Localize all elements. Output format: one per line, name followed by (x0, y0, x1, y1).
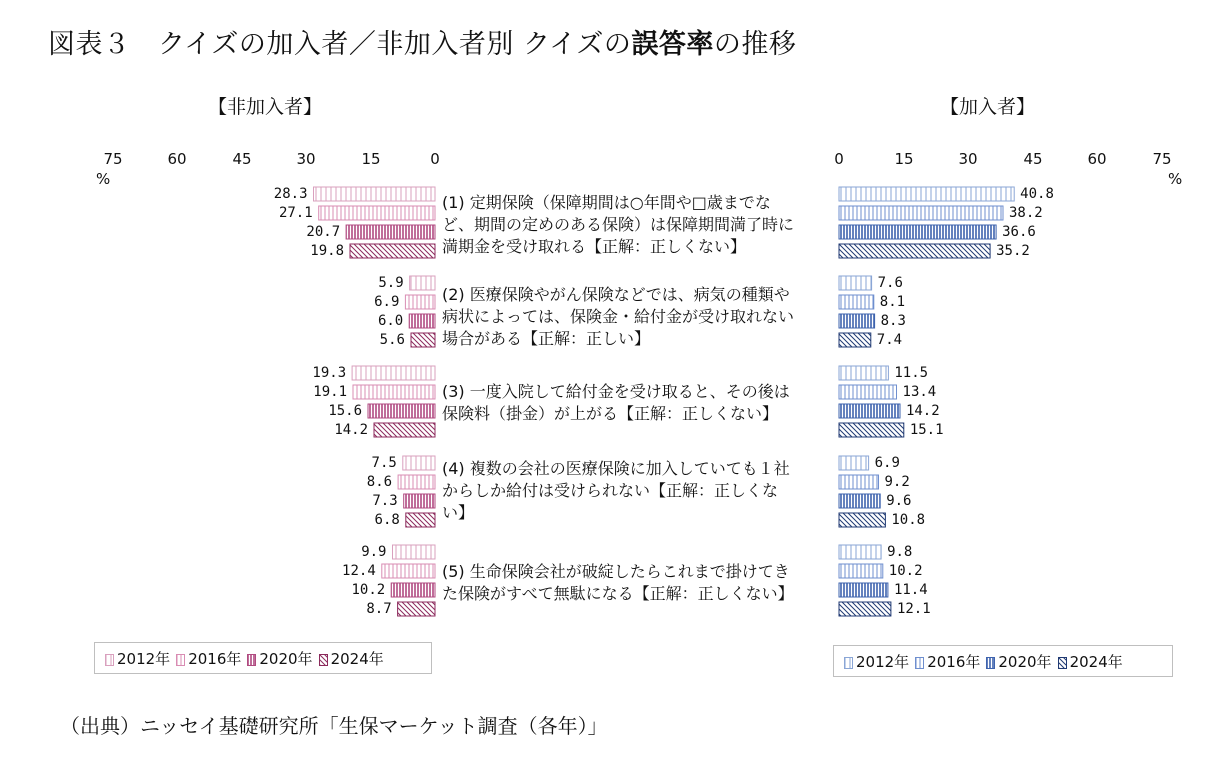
left-value-label-q5-2012: 9.9 (361, 544, 387, 560)
left-legend-swatch-graphic-2016 (176, 654, 185, 666)
left-legend-swatch-2020 (247, 652, 256, 664)
right-bar-q5-2016 (839, 564, 883, 578)
right-bar-q2-2012 (839, 276, 872, 290)
left-bar-q4-2020 (404, 494, 435, 508)
right-legend-label-2012: 2012年 (856, 652, 910, 671)
left-legend-label-2012: 2012年 (117, 649, 171, 668)
right-tick-45: 45 (1023, 150, 1043, 168)
left-legend-swatch-graphic-2024 (319, 654, 328, 666)
left-value-label-q5-2024: 8.7 (366, 601, 392, 617)
question-4-line-1: (4) 複数の会社の医療保険に加入していても１社 (442, 459, 790, 478)
right-value-label-q3-2020: 14.2 (905, 403, 940, 419)
right-legend-item-2012 (844, 651, 909, 672)
left-legend-item-2012 (105, 648, 170, 669)
left-panel-heading: 【非加入者】 (208, 96, 323, 118)
right-value-label-q1-2020: 36.6 (1002, 224, 1036, 240)
left-bar-q3-2012 (352, 366, 435, 380)
left-bar-q5-2020 (391, 583, 435, 597)
left-bar-q4-2024 (406, 513, 435, 527)
question-3-line-2: 保険料（掛金）が上がる【正解：正しくない】 (442, 404, 779, 423)
question-2-line-1: (2) 医療保険やがん保険などでは、病気の種類や (442, 285, 790, 304)
left-legend-item-2016 (176, 648, 241, 669)
right-value-label-q2-2012: 7.6 (877, 275, 903, 291)
question-2-line-2: 病状によっては、保険金・給付金が受け取れない (442, 307, 795, 326)
right-bar-q4-2024 (839, 513, 885, 527)
left-legend (94, 642, 432, 674)
left-legend-item-2024 (319, 648, 384, 669)
question-3-line-1: (3) 一度入院して給付金を受け取ると、その後は (442, 382, 790, 401)
right-value-label-q5-2020: 11.4 (893, 582, 928, 598)
left-bar-q5-2012 (393, 545, 436, 559)
left-tick-15: 15 (361, 150, 381, 168)
right-panel-heading: 【加入者】 (940, 96, 1036, 118)
question-1-line-3: 満期金を受け取れる【正解：正しくない】 (442, 237, 747, 256)
left-bar-q3-2020 (368, 404, 435, 418)
left-legend-swatch-rect-2020 (248, 655, 256, 666)
left-bar-q5-2016 (382, 564, 435, 578)
question-1-line-1: (1) 定期保険（保障期間は○年間や□歳までな (442, 193, 771, 212)
right-value-label-q3-2016: 13.4 (902, 384, 937, 400)
right-bar-q1-2024 (839, 244, 990, 258)
right-legend-swatch-rect-2012 (845, 658, 853, 669)
left-legend-swatch-graphic-2012 (105, 654, 114, 666)
title-emphasis: 誤答率 (631, 29, 714, 60)
left-value-label-q3-2012: 19.3 (312, 365, 347, 381)
left-value-label-q1-2016: 27.1 (278, 205, 313, 221)
left-value-label-q4-2016: 8.6 (366, 474, 393, 490)
right-legend-swatch-2024 (1058, 655, 1067, 667)
left-legend-label-2024: 2024年 (330, 649, 384, 668)
left-bar-q5-2024 (398, 602, 435, 616)
source-note: （出典）ニッセイ基礎研究所「生保マーケット調査（各年）」 (60, 714, 608, 738)
left-bar-q2-2012 (410, 276, 435, 290)
right-legend-swatch-graphic-2020 (986, 657, 995, 669)
left-bar-q3-2024 (374, 423, 435, 437)
left-legend-label-2016: 2016年 (188, 649, 242, 668)
right-legend-swatch-rect-2016 (916, 658, 924, 669)
left-value-label-q2-2024: 5.6 (379, 332, 405, 348)
left-bar-q1-2024 (350, 244, 435, 258)
right-value-label-q4-2012: 6.9 (874, 455, 900, 471)
question-2-line-3: 場合がある【正解：正しい】 (442, 329, 651, 348)
left-legend-label-2020: 2020年 (259, 649, 313, 668)
left-bar-q2-2024 (411, 333, 435, 347)
right-legend-swatch-rect-2020 (987, 658, 995, 669)
left-value-label-q2-2020: 6.0 (377, 313, 404, 329)
right-tick-15: 15 (894, 150, 914, 168)
left-legend-item-2020 (247, 648, 312, 669)
right-value-label-q4-2016: 9.2 (884, 474, 910, 490)
right-bar-q3-2020 (839, 404, 900, 418)
right-legend (833, 645, 1173, 677)
left-tick-0: 0 (430, 150, 440, 168)
right-bar-q2-2016 (839, 295, 874, 309)
right-value-label-q5-2016: 10.2 (888, 563, 923, 579)
right-value-label-q1-2012: 40.8 (1020, 186, 1054, 202)
right-bar-q3-2012 (839, 366, 888, 380)
right-value-label-q4-2024: 10.8 (891, 512, 926, 528)
left-value-label-q5-2020: 10.2 (351, 582, 386, 598)
left-value-label-q4-2020: 7.3 (372, 493, 398, 509)
left-bar-q4-2012 (403, 456, 435, 470)
left-tick-60: 60 (167, 150, 187, 168)
right-bar-q3-2024 (839, 423, 904, 437)
left-tick-75: 75 (103, 150, 123, 168)
left-legend-swatch-2024 (319, 652, 328, 664)
question-4-line-3: い】 (442, 503, 475, 522)
right-value-label-q5-2012: 9.8 (887, 544, 913, 560)
right-bar-q2-2024 (839, 333, 871, 347)
right-value-label-q1-2024: 35.2 (996, 243, 1030, 259)
right-value-label-q3-2012: 11.5 (894, 365, 929, 381)
left-legend-swatch-rect-2012 (106, 655, 114, 666)
left-bar-q4-2016 (398, 475, 435, 489)
right-tick-0: 0 (834, 150, 844, 168)
left-value-label-q1-2012: 28.3 (273, 186, 308, 202)
right-legend-swatch-2020 (986, 655, 995, 667)
right-bar-q4-2020 (839, 494, 880, 508)
question-5-line-2: た保険がすべて無駄になる【正解：正しくない】 (442, 584, 794, 603)
title-prefix: 図表３ クイズの加入者／非加入者別 クイズの (48, 29, 632, 60)
right-value-label-q5-2024: 12.1 (896, 601, 931, 617)
left-bar-q1-2020 (346, 225, 435, 239)
right-legend-label-2020: 2020年 (998, 652, 1052, 671)
right-legend-item-2024 (1058, 651, 1123, 672)
left-bar-q1-2012 (314, 187, 436, 201)
right-bar-q5-2012 (839, 545, 881, 559)
right-value-label-q2-2024: 7.4 (876, 332, 903, 348)
right-value-label-q2-2020: 8.3 (880, 313, 906, 329)
left-value-label-q3-2016: 19.1 (313, 384, 347, 400)
right-legend-swatch-graphic-2016 (915, 657, 924, 669)
left-legend-swatch-2012 (105, 652, 114, 664)
right-legend-swatch-rect-2024 (1058, 658, 1066, 669)
right-legend-swatch-2016 (915, 655, 924, 667)
question-4-line-2: からしか給付は受けられない【正解：正しくな (442, 481, 779, 500)
right-bar-q5-2020 (839, 583, 888, 597)
left-value-label-q2-2012: 5.9 (378, 275, 404, 291)
left-value-label-q3-2020: 15.6 (328, 403, 363, 419)
right-legend-item-2016 (915, 651, 980, 672)
right-bar-q4-2016 (839, 475, 879, 489)
left-value-label-q1-2024: 19.8 (310, 243, 344, 259)
left-bar-q3-2016 (353, 385, 435, 399)
right-bar-q1-2012 (839, 187, 1014, 201)
left-legend-swatch-2016 (176, 652, 185, 664)
left-tick-30: 30 (296, 150, 316, 168)
right-tick-75: 75 (1152, 150, 1172, 168)
left-value-label-q1-2020: 20.7 (306, 224, 341, 240)
left-unit: % (96, 170, 111, 188)
right-bar-q1-2020 (839, 225, 996, 239)
question-1-line-2: ど、期間の定めのある保険）は保障期間満了時に (442, 215, 795, 234)
right-value-label-q2-2016: 8.1 (879, 294, 906, 310)
title-suffix: の推移 (713, 29, 797, 60)
right-legend-swatch-graphic-2012 (844, 657, 853, 669)
left-value-label-q3-2024: 14.2 (334, 422, 369, 438)
right-unit: % (1168, 170, 1183, 188)
right-tick-60: 60 (1087, 150, 1107, 168)
right-tick-30: 30 (958, 150, 978, 168)
left-legend-swatch-rect-2024 (319, 655, 327, 666)
left-value-label-q2-2016: 6.9 (374, 294, 400, 310)
left-bar-q2-2016 (405, 295, 435, 309)
right-bar-q1-2016 (839, 206, 1003, 220)
question-5-line-1: (5) 生命保険会社が破綻したらこれまで掛けてき (442, 562, 790, 581)
left-legend-swatch-rect-2016 (177, 655, 185, 666)
right-legend-label-2024: 2024年 (1069, 652, 1123, 671)
right-legend-swatch-graphic-2024 (1058, 657, 1067, 669)
left-legend-swatch-graphic-2020 (247, 654, 256, 666)
left-tick-45: 45 (232, 150, 252, 168)
left-bar-q2-2020 (409, 314, 435, 328)
left-value-label-q5-2016: 12.4 (342, 563, 376, 579)
right-legend-item-2020 (986, 651, 1051, 672)
left-value-label-q4-2024: 6.8 (374, 512, 400, 528)
right-value-label-q4-2020: 9.6 (886, 493, 912, 509)
right-bar-q5-2024 (839, 602, 891, 616)
left-bar-q1-2016 (319, 206, 435, 220)
right-legend-label-2016: 2016年 (927, 652, 981, 671)
right-bar-q3-2016 (839, 385, 897, 399)
left-value-label-q4-2012: 7.5 (371, 455, 397, 471)
right-value-label-q3-2024: 15.1 (909, 422, 944, 438)
right-bar-q2-2020 (839, 314, 875, 328)
right-legend-swatch-2012 (844, 655, 853, 667)
right-value-label-q1-2016: 38.2 (1009, 205, 1043, 221)
right-bar-q4-2012 (839, 456, 869, 470)
